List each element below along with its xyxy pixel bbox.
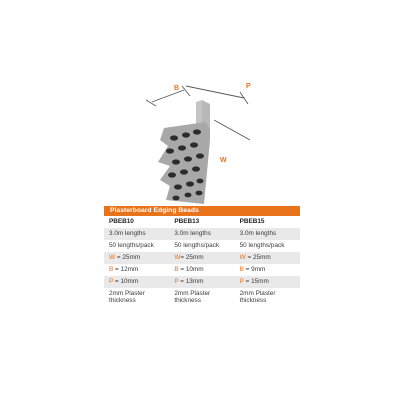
length-cell: 3.0m lengths (174, 230, 211, 238)
table-row-pack (104, 240, 300, 252)
dimension-label-p: P (246, 83, 251, 90)
pack-cell: 50 lengths/pack (174, 242, 220, 250)
spec-table (104, 206, 300, 310)
edging-bead-diagram (140, 82, 270, 206)
table-title: Plasterboard Edging Beads (104, 206, 300, 216)
thickness-cell: 2mm Plaster thickness (109, 290, 145, 305)
dimension-label-w: W (220, 157, 227, 164)
dimension-label-b: B (174, 85, 180, 92)
p-cell (235, 278, 300, 285)
bead-body (158, 100, 210, 204)
product-code: PBEB13 (174, 218, 200, 226)
width-cell (235, 254, 300, 261)
b-cell (169, 266, 234, 273)
table-row-p (104, 276, 300, 288)
product-code: PBEB15 (239, 218, 265, 226)
b-cell (235, 266, 300, 273)
table-row-codes (104, 216, 300, 228)
width-label: W (174, 254, 181, 262)
width-value: = 25mm (115, 254, 141, 262)
p-label: P (109, 278, 114, 286)
width-value: = 25mm (180, 254, 204, 262)
perforated-edging-bead-icon (140, 82, 270, 206)
width-label: W (239, 254, 246, 262)
thickness-cell: 2mm Plaster thickness (174, 290, 211, 305)
product-code: PBEB10 (109, 218, 134, 226)
b-label: B (109, 266, 114, 274)
table-row-b (104, 264, 300, 276)
p-value: = 10mm (113, 278, 139, 286)
p-cell (104, 278, 169, 285)
b-cell (104, 266, 169, 273)
p-value: = 15mm (243, 278, 269, 286)
length-cell: 3.0m lengths (109, 230, 146, 238)
b-label: B (239, 266, 244, 274)
length-cell: 3.0m lengths (239, 230, 277, 238)
thickness-cell: 2mm Plaster thickness (239, 290, 276, 305)
table-row-length (104, 228, 300, 240)
p-value: = 13mm (178, 278, 204, 286)
width-value: = 25mm (245, 254, 271, 262)
width-cell (169, 254, 234, 261)
width-label: W (109, 254, 116, 262)
pack-cell: 50 lengths/pack (239, 242, 285, 250)
b-value: = 12mm (113, 266, 139, 274)
table-row-thickness (104, 288, 300, 310)
b-value: = 10mm (178, 266, 204, 274)
p-label: P (174, 278, 179, 286)
b-value: = 9mm (243, 266, 266, 274)
p-cell (169, 278, 234, 285)
b-label: B (174, 266, 179, 274)
table-row-width (104, 252, 300, 264)
pack-cell: 50 lengths/pack (109, 242, 154, 250)
width-cell (104, 254, 169, 261)
p-label: P (239, 278, 244, 286)
